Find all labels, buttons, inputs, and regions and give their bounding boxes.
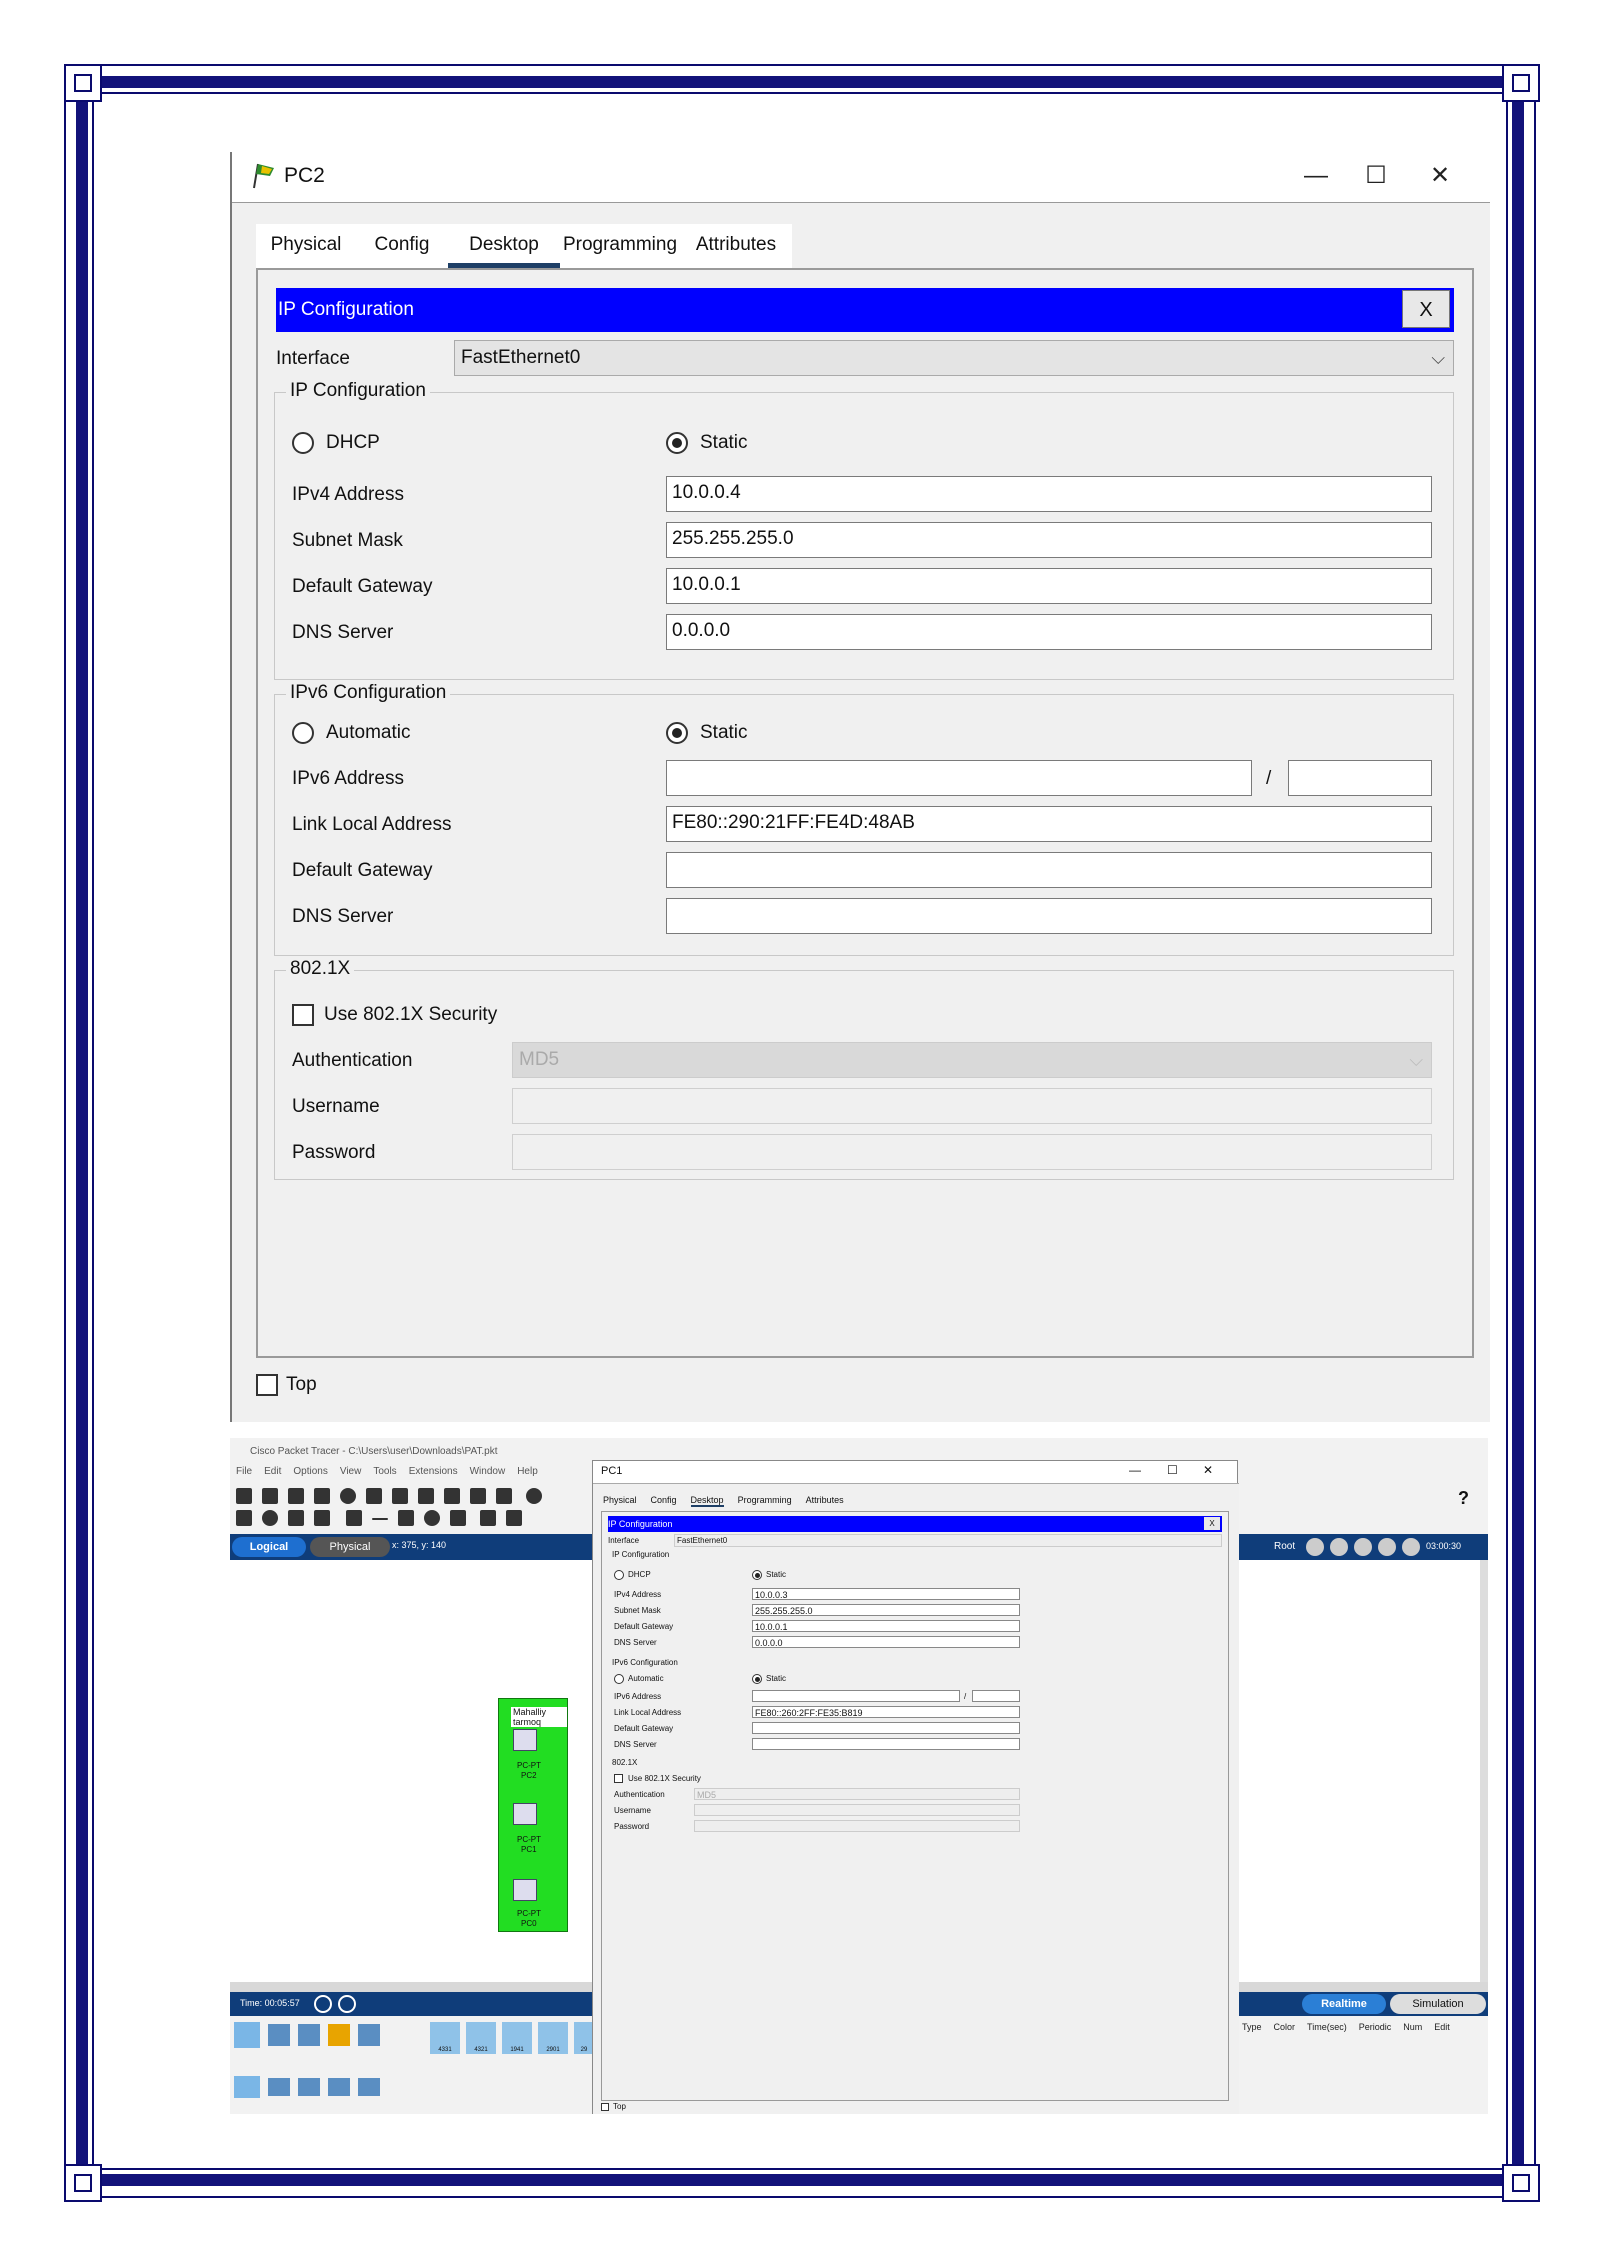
wizard-icon[interactable] (366, 1488, 382, 1504)
tab-programming[interactable]: Programming (560, 224, 680, 268)
viewport-icon[interactable] (1378, 1538, 1396, 1556)
time-label: Time: 00:05:57 (240, 1998, 300, 2008)
connections-icon[interactable] (328, 2024, 350, 2046)
pc1-maximize-button[interactable]: ☐ (1167, 1463, 1178, 1477)
minimize-button[interactable]: — (1304, 162, 1328, 189)
frame-corner-top-right (1502, 64, 1540, 102)
hubs-icon[interactable] (298, 2078, 320, 2096)
clock-time: 03:00:30 (1426, 1541, 1462, 1551)
tab-attributes[interactable]: Attributes (680, 224, 792, 268)
maximize-button[interactable]: ☐ (1365, 162, 1387, 189)
password-input[interactable] (512, 1134, 1432, 1170)
ipv4-address-input[interactable]: 10.0.0.4 (666, 476, 1432, 512)
tab-physical[interactable]: Physical (256, 224, 356, 268)
vertical-scrollbar[interactable] (1480, 1560, 1488, 1984)
cluster-icon[interactable] (1330, 1538, 1348, 1556)
pc1-lla-input[interactable]: FE80::260:2FF:FE35:B819 (752, 1706, 1020, 1718)
pc1-top-checkbox[interactable] (601, 2103, 609, 2111)
pc1-mask-label: Subnet Mask (614, 1606, 661, 1615)
dns-server-input[interactable]: 0.0.0.0 (666, 614, 1432, 650)
ipv6-group-label: IPv6 Configuration (286, 682, 450, 704)
physical-tab[interactable]: Physical (310, 1537, 390, 1557)
username-label: Username (292, 1096, 380, 1117)
router-model-list (430, 2022, 600, 2058)
pc1-ipv4-input[interactable]: 10.0.0.3 (752, 1588, 1020, 1600)
area-rectangle (498, 1698, 568, 1932)
pc1-ipv4-label: IPv4 Address (614, 1590, 662, 1599)
pc1-ipv6-input[interactable] (752, 1690, 960, 1702)
pc1-prefix-sep: / (964, 1692, 967, 1701)
pc1-ipv6-label: IPv6 Address (614, 1692, 662, 1701)
zoom-in-icon[interactable] (526, 1488, 542, 1504)
ipv6-prefix-input[interactable] (1288, 760, 1432, 796)
pc2-window (230, 152, 1488, 1422)
username-input[interactable] (512, 1088, 1432, 1124)
copy-icon[interactable] (418, 1488, 434, 1504)
ellipse-icon[interactable] (424, 1510, 440, 1526)
pc2-type: PC-PT (517, 1761, 541, 1770)
pc1-tab-attributes[interactable]: Attributes (805, 1495, 844, 1505)
delete-icon[interactable] (288, 1510, 304, 1526)
switches-icon[interactable] (268, 2078, 290, 2096)
authentication-select[interactable] (512, 1042, 1432, 1078)
info-icon[interactable] (340, 1488, 356, 1504)
wireless-icon[interactable] (328, 2078, 350, 2096)
router-model-item[interactable]: 29 (574, 2022, 594, 2054)
router-model-item[interactable]: 4321 (466, 2022, 496, 2054)
root-label: Root (1274, 1541, 1296, 1552)
dhcp-radio[interactable] (292, 432, 314, 454)
pc1-type: PC-PT (517, 1835, 541, 1844)
col-type: Type (1242, 2022, 1262, 2032)
network-info-icon[interactable] (392, 1488, 408, 1504)
router-model-item[interactable]: 1941 (502, 2022, 532, 2054)
pc1-panel-title: IP Configuration (608, 1519, 673, 1529)
pc1-gw-input[interactable]: 10.0.0.1 (752, 1620, 1020, 1632)
pc1-window-title: PC1 (601, 1465, 623, 1477)
logical-tab[interactable]: Logical (232, 1537, 306, 1557)
tab-desktop[interactable]: Desktop (448, 224, 560, 268)
help-icon[interactable]: ? (1458, 1488, 1469, 1508)
pc1-lla-label: Link Local Address (614, 1708, 682, 1717)
add-complex-pdu-icon[interactable] (506, 1510, 522, 1526)
pc1-dns6-label: DNS Server (614, 1740, 657, 1749)
menu-bar (236, 1466, 538, 1477)
fast-forward-icon[interactable] (338, 1995, 356, 2013)
packet-tracer-screenshot (230, 1438, 1488, 2114)
pc1-tab-desktop[interactable]: Desktop (690, 1495, 724, 1505)
pc1-close-panel-button[interactable]: X (1204, 1517, 1220, 1530)
menu-view[interactable]: View (339, 1466, 362, 1477)
routers-icon[interactable] (234, 2076, 260, 2098)
pc1-tab-config[interactable]: Config (650, 1495, 677, 1505)
title-bar (232, 152, 1490, 202)
pc1-mask-input[interactable]: 255.255.255.0 (752, 1604, 1020, 1616)
interface-value: FastEthernet0 (461, 347, 581, 368)
interface-select[interactable] (454, 340, 1454, 376)
menu-file[interactable]: File (236, 1466, 253, 1477)
subnet-mask-label: Subnet Mask (292, 530, 403, 551)
use-8021x-label: Use 802.1X Security (324, 1004, 498, 1025)
prefix-separator: / (1266, 768, 1272, 789)
ipv6-static-label: Static (700, 722, 748, 743)
pc1-tab-programming[interactable]: Programming (737, 1495, 792, 1505)
pc1-dns-input[interactable]: 0.0.0.0 (752, 1636, 1020, 1648)
clock-icon (1402, 1538, 1420, 1556)
pc1-tab-bar (603, 1495, 844, 1507)
ipv6-automatic-radio[interactable] (292, 722, 314, 744)
misc-icon[interactable] (358, 2024, 380, 2046)
pc1-password-label: Password (614, 1822, 650, 1831)
pc1-ipv6cfg-label: IPv6 Configuration (612, 1658, 678, 1667)
tab-config[interactable]: Config (356, 224, 448, 268)
open-folder-icon[interactable] (262, 1488, 278, 1504)
app-title: Cisco Packet Tracer - C:\Users\user\Downloads\PAT.pkt (250, 1446, 498, 1457)
pc1-close-button[interactable]: ✕ (1203, 1463, 1214, 1477)
pc1-dns-label: DNS Server (614, 1638, 657, 1647)
pc1-static-radio[interactable] (752, 1570, 762, 1580)
desktop-content (256, 268, 1474, 1358)
pc-icon[interactable] (513, 1729, 537, 1751)
authentication-value: MD5 (519, 1049, 560, 1070)
pc1-gw6-input[interactable] (752, 1722, 1020, 1734)
paste-icon[interactable] (444, 1488, 460, 1504)
ipv6-automatic-label: Automatic (326, 722, 411, 743)
link-local-label: Link Local Address (292, 814, 452, 835)
menu-tools[interactable]: Tools (373, 1466, 397, 1477)
redo-icon[interactable] (496, 1488, 512, 1504)
link-local-input[interactable]: FE80::290:21FF:FE4D:48AB (666, 806, 1432, 842)
device-category-panel (234, 2022, 424, 2102)
close-panel-button[interactable]: X (1402, 290, 1450, 328)
security-icon[interactable] (358, 2078, 380, 2096)
auth-chevron-down-icon: ⌵ (1409, 1050, 1423, 1070)
network-devices-icon[interactable] (234, 2022, 260, 2048)
pc1-username-label: Username (614, 1806, 651, 1815)
pc1-static6-label: Static (766, 1674, 787, 1683)
interface-label: Interface (276, 348, 350, 369)
ipv6-static-radio[interactable] (666, 722, 688, 744)
pc1-name: PC1 (521, 1845, 537, 1854)
realtime-tab[interactable]: Realtime (1302, 1994, 1386, 2014)
rectangle-icon[interactable] (398, 1510, 414, 1526)
pc1-content (601, 1511, 1229, 2101)
pc1-tab-physical[interactable]: Physical (603, 1495, 637, 1505)
window-title: PC2 (284, 164, 325, 187)
pc0-name: PC0 (521, 1919, 537, 1928)
power-cycle-icon[interactable] (314, 1995, 332, 2013)
pc1-use-8021x-checkbox[interactable] (614, 1774, 623, 1783)
simulation-tab[interactable]: Simulation (1390, 1994, 1486, 2014)
menu-extensions[interactable]: Extensions (408, 1466, 458, 1477)
pc1-ip-config-header (608, 1516, 1222, 1532)
line-icon[interactable] (372, 1518, 388, 1520)
chevron-down-icon: ⌵ (1431, 348, 1445, 368)
area-label: Mahalliy tarmoq (511, 1707, 567, 1727)
ipv4-address-label: IPv4 Address (292, 484, 404, 505)
back-icon[interactable] (1306, 1538, 1324, 1556)
menu-edit[interactable]: Edit (264, 1466, 282, 1477)
col-edit: Edit (1434, 2022, 1450, 2032)
authentication-label: Authentication (292, 1050, 413, 1071)
pc1-dns6-input[interactable] (752, 1738, 1020, 1750)
ipv6-address-input[interactable] (666, 760, 1252, 796)
pc1-dot1x-label: 802.1X (612, 1758, 638, 1767)
ipv6-gateway-label: Default Gateway (292, 860, 433, 881)
top-checkbox[interactable] (256, 1374, 278, 1396)
packet-tracer-icon (250, 162, 276, 190)
add-pdu-icon[interactable] (480, 1510, 496, 1526)
use-8021x-checkbox[interactable] (292, 1004, 314, 1026)
print-icon[interactable] (314, 1488, 330, 1504)
static-radio[interactable] (666, 432, 688, 454)
pc1-top-label: Top (613, 2102, 626, 2111)
freeform-icon[interactable] (450, 1510, 466, 1526)
pc1-gw-label: Default Gateway (614, 1622, 674, 1631)
frame-corner-top-left (64, 64, 102, 102)
menu-window[interactable]: Window (469, 1466, 506, 1477)
event-list-header (1242, 2022, 1450, 2032)
pc1-ipcfg-label: IP Configuration (612, 1550, 670, 1559)
col-num: Num (1403, 2022, 1423, 2032)
new-file-icon[interactable] (236, 1488, 252, 1504)
default-gateway-input[interactable]: 10.0.0.1 (666, 568, 1432, 604)
menu-help[interactable]: Help (517, 1466, 538, 1477)
pc1-password-input[interactable] (694, 1820, 1020, 1832)
static-label: Static (700, 432, 748, 453)
pc1-auto-label: Automatic (628, 1674, 664, 1683)
password-label: Password (292, 1142, 376, 1163)
col-time: Time(sec) (1307, 2022, 1347, 2032)
pc1-dhcp-label: DHCP (628, 1570, 651, 1579)
pc2-name: PC2 (521, 1771, 537, 1780)
ipv4-group-label: IP Configuration (286, 380, 430, 402)
close-window-button[interactable]: ✕ (1429, 162, 1451, 189)
cursor-coords: x: 375, y: 140 (392, 1540, 447, 1550)
dns-server-label: DNS Server (292, 622, 394, 643)
frame-corner-bottom-left (64, 2164, 102, 2202)
select-icon[interactable] (236, 1510, 252, 1526)
ip-config-header (276, 288, 1454, 332)
pc1-static-label: Static (766, 1570, 787, 1579)
inspect-icon[interactable] (262, 1510, 278, 1526)
pc1-dhcp-radio[interactable] (614, 1570, 624, 1580)
pc1-window (592, 1460, 1238, 2114)
main-toolbar (236, 1488, 586, 1508)
ipv6-dns-input[interactable] (666, 898, 1432, 934)
pc1-use-8021x-label: Use 802.1X Security (628, 1774, 701, 1783)
pc1-static6-radio[interactable] (752, 1674, 762, 1684)
dot1x-group-label: 802.1X (286, 958, 354, 980)
components-icon[interactable] (298, 2024, 320, 2046)
pc1-username-input[interactable] (694, 1804, 1020, 1816)
pc1-auth-label: Authentication (614, 1790, 665, 1799)
pc1-auto-radio[interactable] (614, 1674, 624, 1684)
ipv6-gateway-input[interactable] (666, 852, 1432, 888)
default-gateway-label: Default Gateway (292, 576, 433, 597)
col-color: Color (1273, 2022, 1296, 2032)
move-icon[interactable] (1354, 1538, 1372, 1556)
resize-icon[interactable] (314, 1510, 330, 1526)
pc1-gw6-label: Default Gateway (614, 1724, 674, 1733)
router-model-item[interactable]: 2901 (538, 2022, 568, 2054)
pc1-prefix-input[interactable] (972, 1690, 1020, 1702)
pc1-interface-label: Interface (608, 1536, 640, 1545)
menu-options[interactable]: Options (293, 1466, 328, 1477)
frame-corner-bottom-right (1502, 2164, 1540, 2202)
router-model-item[interactable]: 4331 (430, 2022, 460, 2054)
col-periodic: Periodic (1358, 2022, 1392, 2032)
undo-icon[interactable] (470, 1488, 486, 1504)
dhcp-label: DHCP (326, 432, 380, 453)
pc0-type: PC-PT (517, 1909, 541, 1918)
pc1-interface-select[interactable]: FastEthernet0 (674, 1534, 1222, 1547)
panel-title: IP Configuration (278, 299, 414, 320)
subnet-mask-input[interactable]: 255.255.255.0 (666, 522, 1432, 558)
pc-icon[interactable] (513, 1803, 537, 1825)
pc1-minimize-button[interactable]: — (1129, 1463, 1141, 1477)
end-devices-icon[interactable] (268, 2024, 290, 2046)
pc-icon[interactable] (513, 1879, 537, 1901)
note-icon[interactable] (346, 1510, 362, 1526)
pc1-auth-select[interactable]: MD5 (694, 1788, 1020, 1800)
secondary-toolbar (236, 1510, 576, 1530)
save-icon[interactable] (288, 1488, 304, 1504)
ipv6-dns-label: DNS Server (292, 906, 394, 927)
ipv6-address-label: IPv6 Address (292, 768, 404, 789)
top-label: Top (286, 1374, 317, 1395)
